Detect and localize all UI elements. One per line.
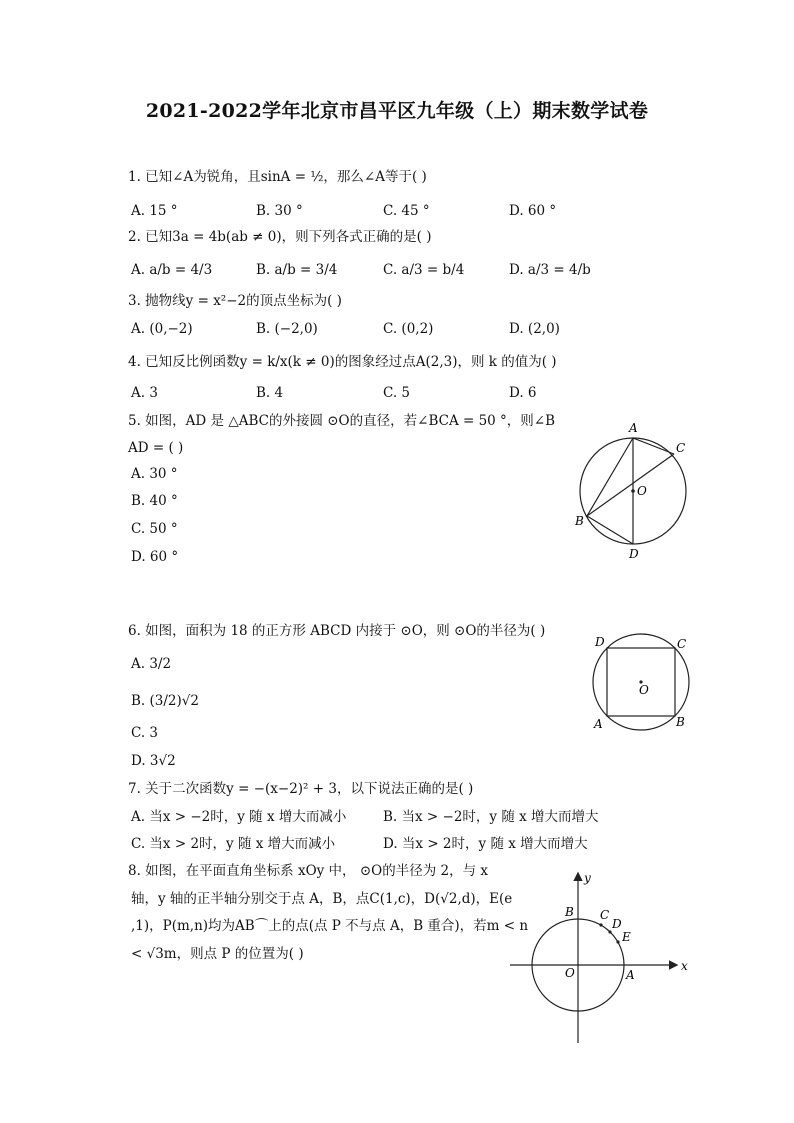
- question-4-option-d: D. 6: [509, 385, 537, 401]
- q8-label-a: A: [626, 968, 635, 982]
- q8-label-b: B: [565, 905, 574, 919]
- question-3-option-b: B. (−2,0): [256, 321, 318, 337]
- question-4-option-b: B. 4: [256, 385, 284, 401]
- question-6-figure: [588, 632, 698, 732]
- page-title: 2021-2022学年北京市昌平区九年级（上）期末数学试卷: [145, 100, 649, 122]
- q8-label-x: x: [681, 959, 688, 973]
- q6-label-a: A: [594, 717, 603, 731]
- question-1-option-c: C. 45 °: [383, 203, 430, 219]
- question-5-option-b: B. 40 °: [131, 493, 178, 509]
- q5-label-d: D: [629, 547, 639, 561]
- question-7-option-c: C. 当x > 2时，y 随 x 增大而减小: [131, 836, 336, 852]
- question-8-stem-line4: < √3m，则点 P 的位置为( ): [131, 946, 304, 962]
- question-4-option-a: A. 3: [131, 385, 158, 401]
- question-8-stem-line3: ,1)，P(m,n)均为AB⌒上的点(点 P 不与点 A，B 重合)，若m < n: [131, 918, 529, 934]
- question-6-option-b: B. (3/2)√2: [131, 693, 199, 709]
- question-5-stem-line2: AD = ( ): [128, 440, 184, 456]
- question-1-option-b: B. 30 °: [256, 203, 303, 219]
- question-6-stem: 6. 如图，面积为 18 的正方形 ABCD 内接于 ⊙O，则 ⊙O的半径为( ): [128, 623, 546, 639]
- q5-label-b: B: [575, 514, 584, 528]
- question-2-option-c: C. a/3 = b/4: [383, 262, 465, 278]
- question-1-stem: 1. 已知∠A为锐角，且sinA = ½，那么∠A等于( ): [128, 169, 427, 185]
- q6-label-b: B: [676, 715, 685, 729]
- question-8-figure: [506, 868, 706, 1048]
- q8-label-e: E: [622, 930, 631, 944]
- question-6-option-a: A. 3/2: [131, 656, 172, 672]
- question-3-option-d: D. (2,0): [509, 321, 560, 337]
- question-3-option-c: C. (0,2): [383, 321, 434, 337]
- question-5-option-c: C. 50 °: [131, 521, 178, 537]
- q5-label-o: O: [637, 484, 647, 498]
- question-5-figure: [570, 418, 700, 564]
- question-6-option-c: C. 3: [131, 725, 159, 741]
- question-4-option-c: C. 5: [383, 385, 411, 401]
- question-7-option-a: A. 当x > −2时，y 随 x 增大而减小: [131, 809, 347, 825]
- question-2-option-a: A. a/b = 4/3: [131, 262, 213, 278]
- question-5-option-d: D. 60 °: [131, 549, 179, 565]
- q8-label-c: C: [600, 908, 610, 922]
- question-2-option-b: B. a/b = 3/4: [256, 262, 338, 278]
- q8-label-y: y: [584, 871, 591, 885]
- question-2-option-d: D. a/3 = 4/b: [509, 262, 591, 278]
- question-2-stem: 2. 已知3a = 4b(ab ≠ 0)，则下列各式正确的是( ): [128, 229, 432, 245]
- question-4-stem: 4. 已知反比例函数y = k/x(k ≠ 0)的图象经过点A(2,3)，则 k 的值为( ): [128, 354, 557, 370]
- question-5-option-a: A. 30 °: [131, 466, 178, 482]
- q5-label-c: C: [676, 441, 686, 455]
- question-5-stem-line1: 5. 如图，AD 是 △ABC的外接圆 ⊙O的直径，若∠BCA = 50 °，则∠B: [128, 413, 556, 429]
- question-3-stem: 3. 抛物线y = x²−2的顶点坐标为( ): [128, 293, 342, 309]
- q6-label-d: D: [595, 635, 605, 649]
- question-8-stem-line1: 8. 如图，在平面直角坐标系 xOy 中， ⊙O的半径为 2，与 x: [128, 863, 489, 879]
- question-7-option-d: D. 当x > 2时，y 随 x 增大而增大: [383, 836, 588, 852]
- q8-label-o: O: [565, 966, 575, 980]
- q6-label-c: C: [677, 637, 687, 651]
- question-1-option-d: D. 60 °: [509, 203, 557, 219]
- q5-label-a: A: [629, 421, 638, 435]
- question-7-stem: 7. 关于二次函数y = −(x−2)² + 3，以下说法正确的是( ): [128, 781, 474, 797]
- question-7-option-b: B. 当x > −2时，y 随 x 增大而增大: [383, 809, 599, 825]
- question-6-option-d: D. 3√2: [131, 753, 176, 769]
- q6-label-o: O: [639, 683, 649, 697]
- question-8-stem-line2: 轴，y 轴的正半轴分别交于点 A，B，点C(1,c)，D(√2,d)，E(e: [131, 891, 513, 907]
- question-1-option-a: A. 15 °: [131, 203, 178, 219]
- question-3-option-a: A. (0,−2): [131, 321, 193, 337]
- q8-label-d: D: [612, 917, 622, 931]
